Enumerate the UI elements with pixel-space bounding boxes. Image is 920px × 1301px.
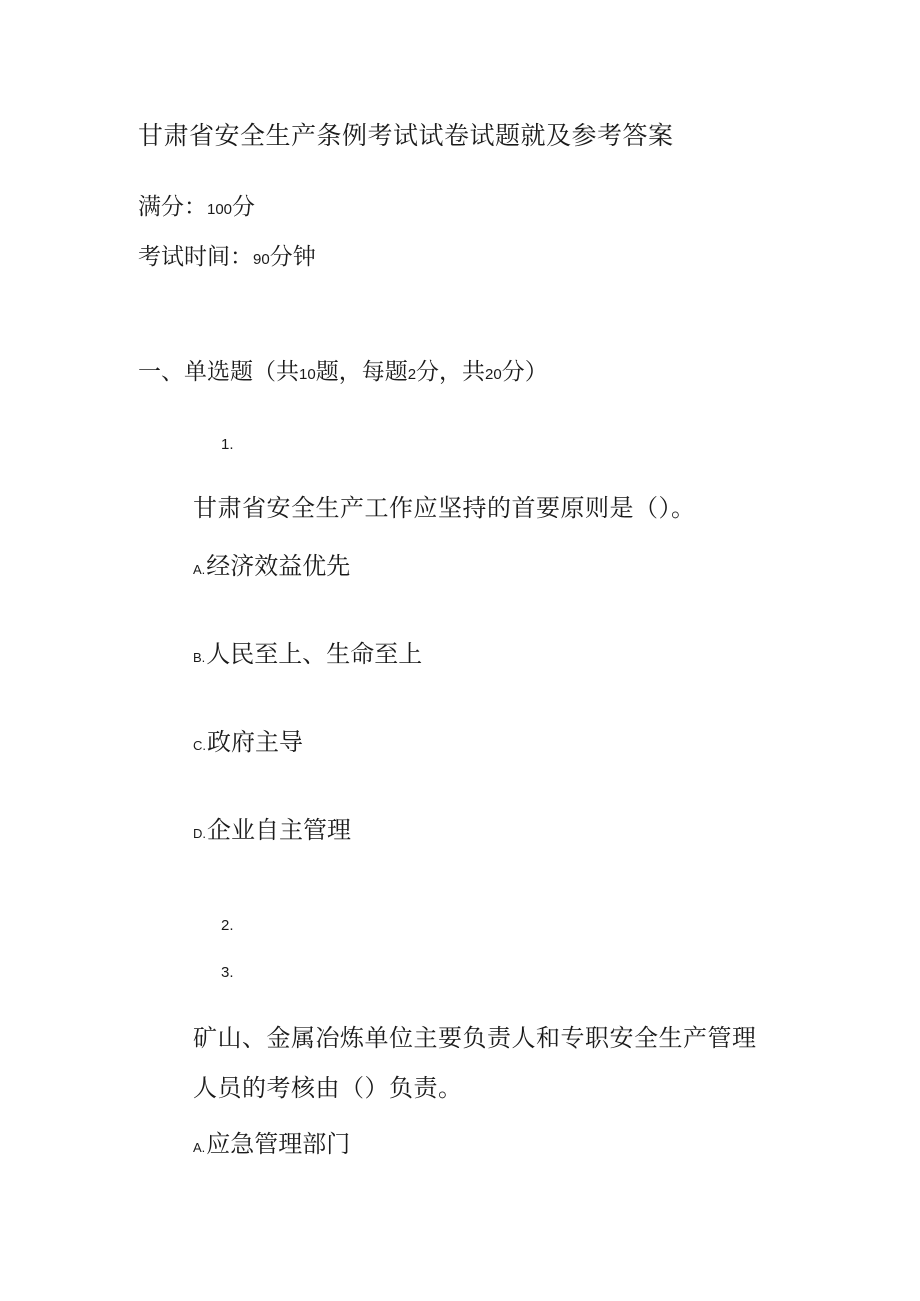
question-number: 2. <box>221 917 234 934</box>
option-letter: A. <box>193 1140 206 1155</box>
question-text-line-1: 矿山、金属冶炼单位主要负责人和专职安全生产管理 <box>193 1024 757 1052</box>
exam-time-unit: 分钟 <box>269 244 316 270</box>
section-heading-mid1: 题，每题 <box>315 359 408 385</box>
section-question-count: 10 <box>299 366 316 383</box>
exam-time-label: 考试时间： <box>138 244 253 270</box>
option-text: 政府主导 <box>207 728 303 756</box>
option-d <box>193 810 351 845</box>
section-total-points: 20 <box>485 366 502 383</box>
section-heading-suffix: 分） <box>501 359 548 385</box>
full-score-value: 100 <box>207 201 233 218</box>
question-number: 1. <box>221 436 234 453</box>
option-text: 经济效益优先 <box>206 552 351 580</box>
option-letter: C. <box>193 738 206 753</box>
question-text-line-2: 人员的考核由（）负责。 <box>193 1074 463 1102</box>
question-text: 甘肃省安全生产工作应坚持的首要原则是（）。 <box>193 494 696 522</box>
option-letter: B. <box>193 650 206 665</box>
option-text: 企业自主管理 <box>207 816 351 844</box>
option-letter: D. <box>193 826 206 841</box>
option-a <box>193 1124 350 1159</box>
section-points-each: 2 <box>407 366 417 383</box>
section-heading-mid2: 分，共 <box>416 359 486 385</box>
option-b <box>193 634 422 669</box>
full-score-label: 满分： <box>138 194 207 220</box>
option-letter: A. <box>193 562 206 577</box>
section-heading-single-choice <box>138 353 548 386</box>
section-heading-prefix: 一、单选题（共 <box>138 359 299 385</box>
question-number: 3. <box>221 964 234 981</box>
exam-time-line <box>138 238 316 271</box>
full-score-line <box>138 188 255 221</box>
option-c <box>193 722 303 757</box>
document-title: 甘肃省安全生产条例考试试卷试题就及参考答案 <box>138 121 674 150</box>
full-score-unit: 分 <box>232 194 256 220</box>
option-text: 人民至上、生命至上 <box>206 640 423 668</box>
option-a <box>193 546 350 581</box>
option-text: 应急管理部门 <box>206 1130 351 1158</box>
exam-time-value: 90 <box>253 251 270 268</box>
